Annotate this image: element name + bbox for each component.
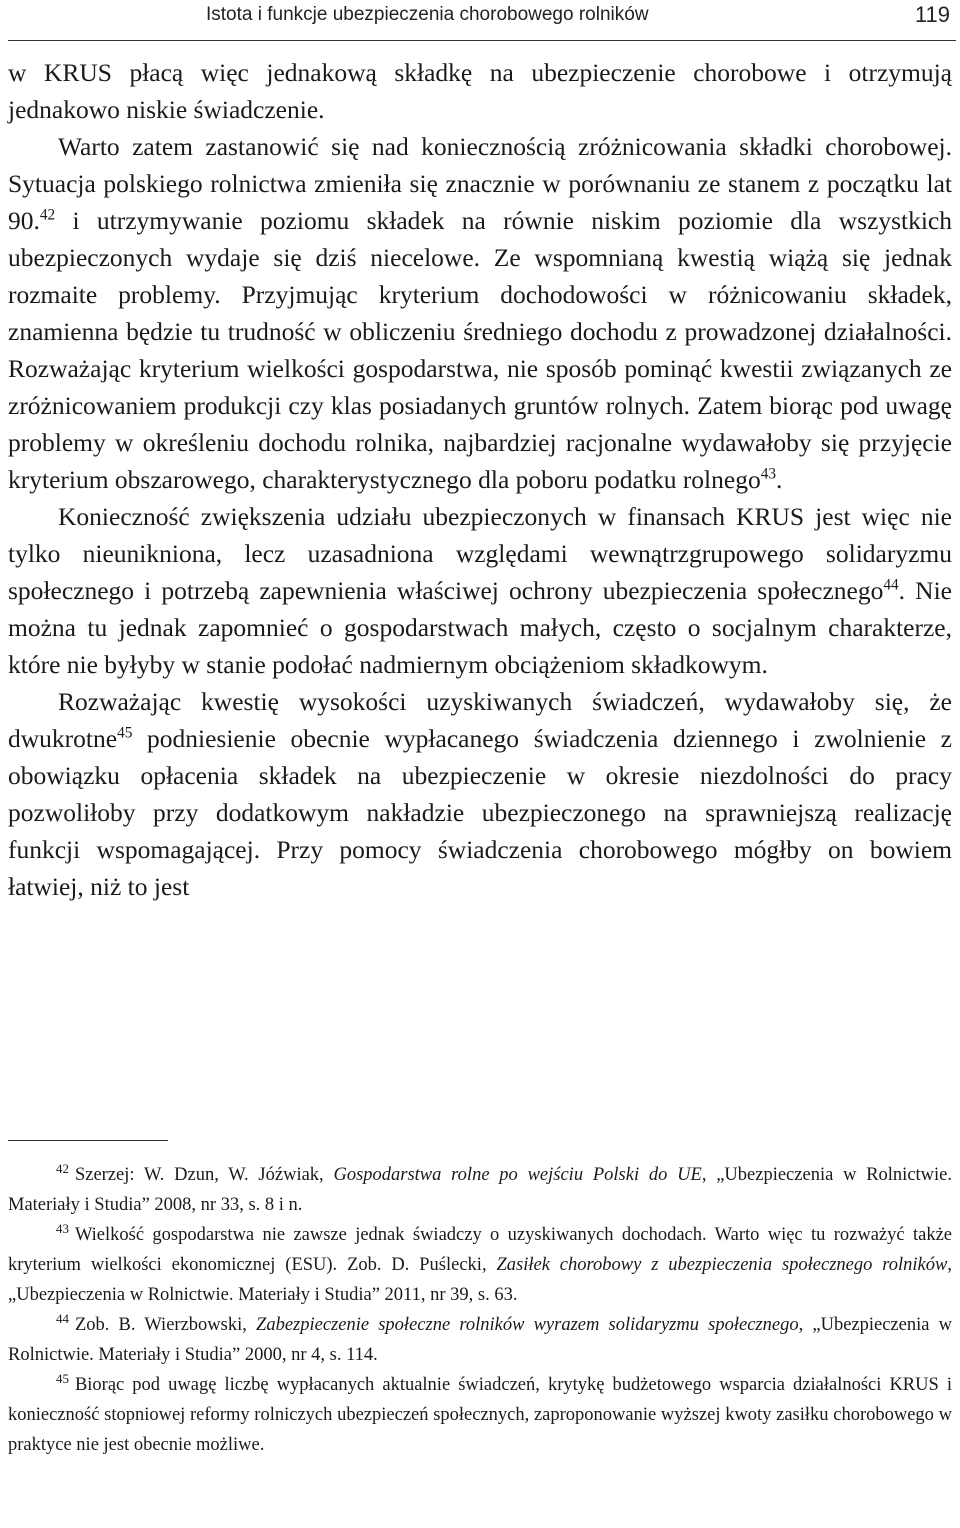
footnote-45 bbox=[8, 1370, 952, 1460]
paragraph-text: w KRUS płacą więc jednakową składkę na ubezpieczenie chorobowe i otrzymują jednakowo niskie świadczenie. bbox=[8, 58, 952, 124]
page-number: 119 bbox=[914, 2, 950, 27]
footnote-text: Wielkość gospodarstwa nie zawsze jednak świadczy o uzyskiwanych dochodach. Warto więc tu rozważyć także kryterium wielkości ekonomicznej (ESU). Zob. D. Puślecki, bbox=[8, 1225, 952, 1275]
footnote-42 bbox=[8, 1160, 952, 1220]
footnote-text: Biorąc pod uwagę liczbę wypłacanych aktualnie świadczeń, krytykę budżetowego wsparcia działalności KRUS i konieczność stopniowej reformy rolniczych ubezpieczeń społecznych, zaproponowanie wyższej kwoty zasiłku chorobowego w praktyce nie jest obecnie możliwe. bbox=[8, 1375, 952, 1455]
footnote-number: 43 bbox=[56, 1220, 69, 1236]
footnotes bbox=[8, 1160, 952, 1460]
paragraph-2 bbox=[8, 128, 952, 498]
footnote-text: , „Ubezpieczenia w Rolnictwie. Materiały i Studia” 2000, nr 4, s. 114. bbox=[8, 1315, 952, 1365]
paragraph-text: . Nie można tu jednak zapomnieć o gospodarstwach małych, często o socjalnym charakterze, które nie byłyby w stanie podołać nadmiernym obciążeniom składkowym. bbox=[8, 576, 952, 679]
footnote-ref-42[interactable]: 42 bbox=[39, 206, 56, 224]
paragraph-text: . bbox=[776, 465, 783, 494]
page-header bbox=[8, 0, 956, 41]
paragraph-text: i utrzymywanie poziomu składek na równie niskim poziomie dla wszystkich ubezpieczonych wydaje się dziś niecelowe. Ze wspomnianą kwestią wiążą się jednak rozmaite problemy. Przyjmując kryterium dochodowości w różnicowaniu składek, znamienna będzie tu trudność w obliczeniu średniego dochodu z prowadzonej działalności. Rozważając kryterium wielkości gospodarstwa, nie sposób pominąć kwestii związanych ze zróżnicowaniem produkcji czy klas posiadanych gruntów rolnych. Zatem biorąc pod uwagę problemy w określeniu dochodu rolnika, najbardziej racjonalne wydawałoby się przyjęcie kryterium obszarowego, charakterystycznego dla poboru podatku rolnego bbox=[8, 206, 952, 494]
footnote-text: , „Ubezpieczenia w Rolnictwie. Materiały i Studia” 2011, nr 39, s. 63. bbox=[8, 1255, 952, 1305]
footnote-number: 45 bbox=[56, 1370, 69, 1386]
paragraph-1 bbox=[8, 54, 952, 128]
footnote-text: Zob. B. Wierzbowski, bbox=[74, 1315, 257, 1335]
footnote-text: , „Ubezpieczenia w Rolnictwie. Materiały i Studia” 2008, nr 33, s. 8 i n. bbox=[8, 1165, 953, 1215]
footnote-number: 42 bbox=[56, 1160, 69, 1176]
footnote-43 bbox=[8, 1220, 952, 1310]
paragraph-text: Warto zatem zastanowić się nad koniecznością zróżnicowania składki chorobowej. Sytuacja polskiego rolnictwa zmieniła się znacznie w porównaniu ze stanem z początku lat 90. bbox=[8, 132, 952, 235]
footnote-ref-45[interactable]: 45 bbox=[117, 724, 133, 742]
paragraph-text: Rozważając kwestię wysokości uzyskiwanych świadczeń, wydawałoby się, że dwukrotne bbox=[8, 687, 952, 753]
footnote-text: Szerzej: W. Dzun, W. Jóźwiak, bbox=[74, 1165, 334, 1185]
footnote-ref-43[interactable]: 43 bbox=[760, 465, 777, 483]
body-text bbox=[8, 54, 952, 905]
running-title: Istota i funkcje ubezpieczenia chorobowego rolników bbox=[206, 4, 649, 25]
footnote-title: Zabezpieczenie społeczne rolników wyrazem solidaryzmu społecznego bbox=[256, 1315, 799, 1335]
paragraph-text: Konieczność zwiększenia udziału ubezpieczonych w finansach KRUS jest więc nie tylko nieunikniona, lecz uzasadniona względami wewnątrzgrupowego solidaryzmu społecznego i potrzebą zapewnienia właściwej ochrony ubezpieczenia społecznego bbox=[8, 502, 952, 605]
footnote-title: Zasiłek chorobowy z ubezpieczenia społecznego rolników bbox=[496, 1255, 948, 1275]
paragraph-4 bbox=[8, 683, 952, 905]
footnote-44 bbox=[8, 1310, 952, 1370]
paragraph-3 bbox=[8, 498, 952, 683]
footnote-ref-44[interactable]: 44 bbox=[883, 576, 899, 594]
footnote-separator bbox=[8, 1140, 168, 1141]
paragraph-text: podniesienie obecnie wypłacanego świadczenia dziennego i zwolnienie z obowiązku opłacenia składek na ubezpieczenie w okresie niezdolności do pracy pozwoliłoby przy dodatkowym nakładzie ubezpieczonego na sprawniejszą realizację funkcji wspomagającej. Przy pomocy świadczenia chorobowego mógłby on bowiem łatwiej, niż to jest bbox=[8, 724, 952, 901]
footnote-number: 44 bbox=[56, 1310, 69, 1326]
footnote-title: Gospodarstwa rolne po wejściu Polski do UE bbox=[333, 1165, 702, 1185]
